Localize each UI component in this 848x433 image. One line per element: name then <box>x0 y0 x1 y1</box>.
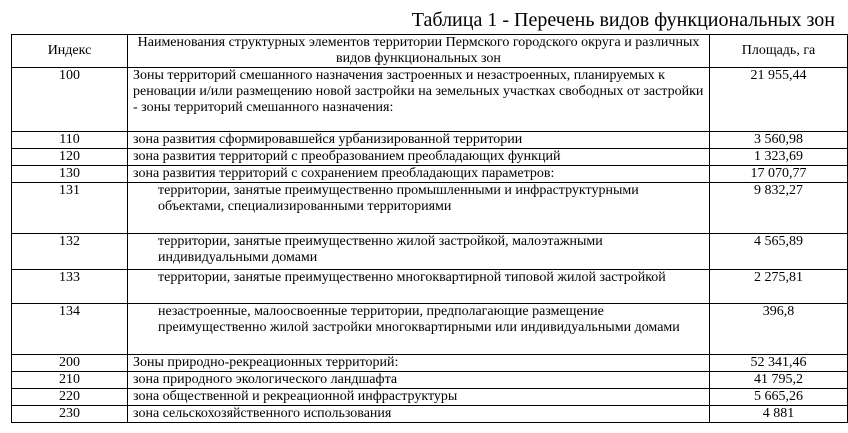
row-area: 9 832,27 <box>710 183 848 234</box>
table-row <box>12 355 848 372</box>
row-index: 133 <box>12 270 128 304</box>
table-row <box>12 132 848 149</box>
table-row <box>12 304 848 355</box>
row-area: 5 665,26 <box>710 389 848 406</box>
row-index: 230 <box>12 406 128 423</box>
row-index: 220 <box>12 389 128 406</box>
table-row <box>12 149 848 166</box>
row-area: 4 565,89 <box>710 234 848 270</box>
row-index: 134 <box>12 304 128 355</box>
header-area: Площадь, га <box>710 35 848 68</box>
row-area: 2 275,81 <box>710 270 848 304</box>
table-row <box>12 406 848 423</box>
functional-zones-table <box>11 34 848 423</box>
header-index: Индекс <box>12 35 128 68</box>
row-index: 130 <box>12 166 128 183</box>
table-header-row <box>12 35 848 68</box>
row-name: зона сельскохозяйственного использования <box>128 406 710 423</box>
table-row <box>12 372 848 389</box>
row-name: территории, занятые преимущественно жилой застройкой, малоэтажными индивидуальными домами <box>128 234 710 270</box>
row-name: зона природного экологического ландшафта <box>128 372 710 389</box>
row-area: 41 795,2 <box>710 372 848 389</box>
row-index: 100 <box>12 68 128 132</box>
row-index: 132 <box>12 234 128 270</box>
table-row <box>12 234 848 270</box>
row-index: 131 <box>12 183 128 234</box>
row-area: 3 560,98 <box>710 132 848 149</box>
table-row <box>12 389 848 406</box>
row-name: территории, занятые преимущественно многоквартирной типовой жилой застройкой <box>128 270 710 304</box>
row-name: Зоны природно-рекреационных территорий: <box>128 355 710 372</box>
row-area: 396,8 <box>710 304 848 355</box>
table-row <box>12 166 848 183</box>
row-index: 200 <box>12 355 128 372</box>
table-row <box>12 183 848 234</box>
row-name: зона общественной и рекреационной инфраструктуры <box>128 389 710 406</box>
row-name: территории, занятые преимущественно промышленными и инфраструктурными объектами, специализированными территориями <box>128 183 710 234</box>
row-area: 1 323,69 <box>710 149 848 166</box>
row-name: зона развития территорий с преобразованием преобладающих функций <box>128 149 710 166</box>
table-row <box>12 270 848 304</box>
row-name: Зоны территорий смешанного назначения застроенных и незастроенных, планируемых к реновации и/или размещению новой застройки на земельных участках свободных от застройки - зоны территорий смешанного назначения: <box>128 68 710 132</box>
table-caption: Таблица 1 - Перечень видов функциональных зон <box>411 9 835 31</box>
row-index: 120 <box>12 149 128 166</box>
header-name: Наименования структурных элементов территории Пермского городского округа и различных видов функциональных зон <box>128 35 710 68</box>
row-area: 4 881 <box>710 406 848 423</box>
row-area: 52 341,46 <box>710 355 848 372</box>
row-name: зона развития сформировавшейся урбанизированной территории <box>128 132 710 149</box>
row-area: 21 955,44 <box>710 68 848 132</box>
table-row <box>12 68 848 132</box>
row-area: 17 070,77 <box>710 166 848 183</box>
row-index: 110 <box>12 132 128 149</box>
row-index: 210 <box>12 372 128 389</box>
row-name: зона развития территорий с сохранением преобладающих параметров: <box>128 166 710 183</box>
row-name: незастроенные, малоосвоенные территории, предполагающие размещение преимущественно жилой застройки многоквартирными или индивидуальными домами <box>128 304 710 355</box>
